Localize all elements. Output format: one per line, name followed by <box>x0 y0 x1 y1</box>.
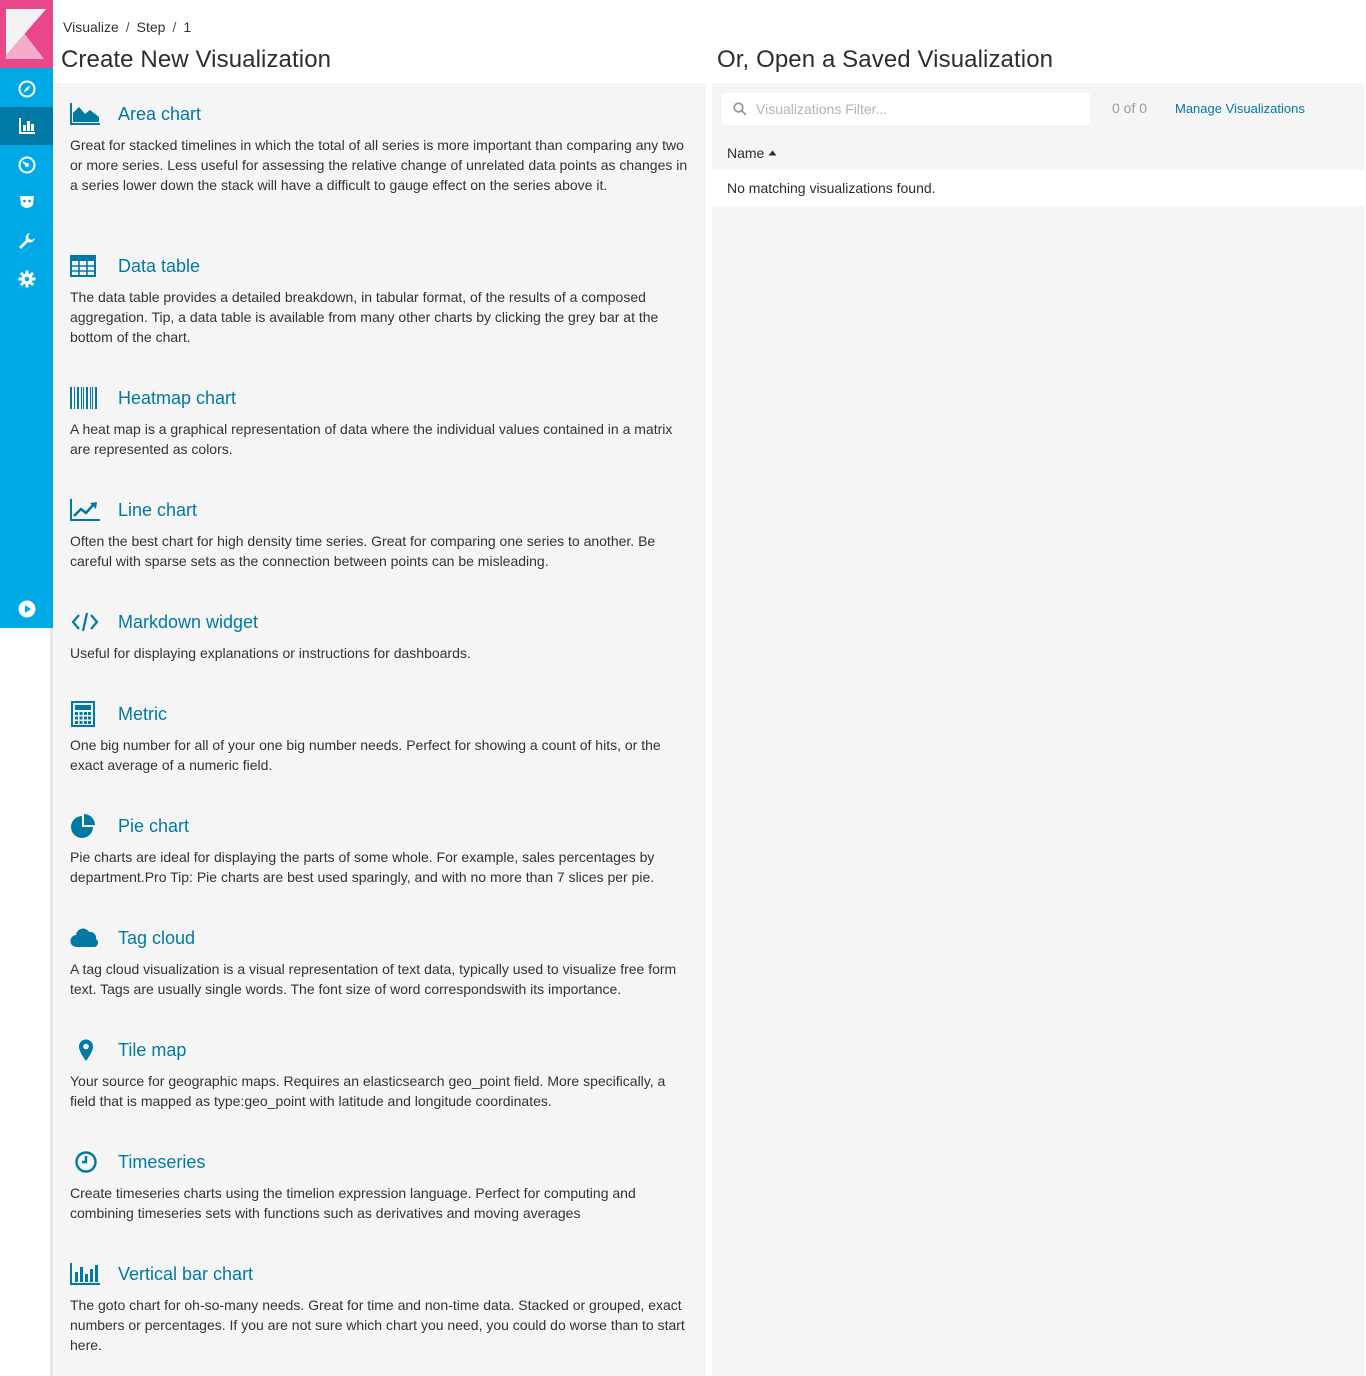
vis-type-title[interactable] <box>70 1259 700 1289</box>
table-icon <box>70 253 102 279</box>
saved-visualizations-panel <box>712 83 1364 1376</box>
manage-visualizations-link[interactable]: Manage Visualizations <box>1175 101 1305 116</box>
vis-type-description: A heat map is a graphical representation of data where the individual values contained in a matrix are represented as colors. <box>70 421 673 457</box>
vis-type-title[interactable] <box>70 811 700 841</box>
sidebar <box>0 0 53 628</box>
open-heading: Or, Open a Saved Visualization <box>717 46 1054 73</box>
vis-type-name[interactable]: Data table <box>118 255 201 276</box>
vis-type-name[interactable]: Markdown widget <box>118 611 259 632</box>
vis-type-description: The data table provides a detailed breakdown, in tabular format, of the results of a composed aggregation. Tip, a data table is available from many other charts by clicking the grey bar at the bottom of the chart. <box>70 289 659 345</box>
vis-type-name[interactable]: Pie chart <box>118 815 190 836</box>
vis-type-title[interactable] <box>70 607 700 637</box>
vis-type-name[interactable]: Line chart <box>118 499 198 520</box>
vis-type-description: One big number for all of your one big number needs. Perfect for showing a count of hits, or the exact average of a numeric field. <box>70 737 661 773</box>
nav-collapse[interactable] <box>0 590 53 628</box>
nav-management[interactable] <box>0 260 53 298</box>
vis-type-heatmap-chart[interactable] <box>70 383 700 459</box>
gear-icon <box>18 270 36 288</box>
kibana-logo[interactable] <box>0 0 53 68</box>
vis-type-description: Useful for displaying explanations or instructions for dashboards. <box>70 645 471 661</box>
breadcrumb <box>63 19 191 35</box>
nav-visualize[interactable] <box>0 107 53 145</box>
vis-type-title[interactable] <box>70 1147 700 1177</box>
vis-type-tile-map[interactable] <box>70 1035 700 1111</box>
filter-box[interactable] <box>722 93 1090 125</box>
vis-type-description: A tag cloud visualization is a visual representation of text data, typically used to visualize free form text. Tags are usually single words. The font size of word correspondswith its importance. <box>70 961 677 997</box>
breadcrumb-visualize[interactable]: Visualize <box>63 19 119 35</box>
vis-type-description: Often the best chart for high density time series. Great for comparing one series to another. Be careful with sparse sets as the connection between points can be misleading. <box>70 533 656 569</box>
area-chart-icon <box>70 101 102 127</box>
vis-type-tag-cloud[interactable] <box>70 923 700 999</box>
vis-type-title[interactable] <box>70 1035 700 1065</box>
vis-type-vertical-bar-chart[interactable] <box>70 1259 700 1355</box>
gauge-icon <box>18 156 36 174</box>
breadcrumb-separator: / <box>125 19 130 35</box>
clock-icon <box>70 1149 102 1175</box>
vis-type-title[interactable] <box>70 699 700 729</box>
visualization-type-list <box>53 83 706 1376</box>
calculator-icon <box>70 701 102 727</box>
map-marker-icon <box>70 1037 102 1063</box>
compass-icon <box>18 80 36 98</box>
breadcrumb-step: Step <box>136 19 166 35</box>
vis-type-pie-chart[interactable] <box>70 811 700 887</box>
nav-dashboard[interactable] <box>0 146 53 184</box>
wrench-icon <box>18 232 36 250</box>
vis-type-markdown-widget[interactable] <box>70 607 700 663</box>
vis-type-description: Great for stacked timelines in which the total of all series is more important than comparing any two or more series. Less useful for assessing the relative change of unrelated data points as changes in a series lower down the stack will have a difficult to gauge effect on the series above it. <box>70 137 688 193</box>
vis-type-name[interactable]: Area chart <box>118 103 202 124</box>
timelion-icon <box>18 195 36 211</box>
vis-type-metric[interactable] <box>70 699 700 775</box>
play-circle-icon <box>18 600 36 618</box>
search-icon <box>733 102 747 116</box>
cloud-icon <box>70 925 102 951</box>
vis-type-title[interactable] <box>70 99 700 129</box>
vis-type-name[interactable]: Tile map <box>118 1039 187 1060</box>
nav-discover[interactable] <box>0 70 53 108</box>
vis-type-name[interactable]: Metric <box>118 703 167 724</box>
column-header-label: Name <box>727 145 765 161</box>
result-count: 0 of 0 <box>1112 100 1148 116</box>
vis-type-name[interactable]: Vertical bar chart <box>118 1263 254 1284</box>
pie-chart-icon <box>70 813 102 839</box>
breadcrumb-step-number: 1 <box>183 19 192 35</box>
vis-type-title[interactable] <box>70 251 700 281</box>
vis-type-timeseries[interactable] <box>70 1147 700 1223</box>
vis-type-title[interactable] <box>70 383 700 413</box>
breadcrumb-separator: / <box>172 19 177 35</box>
vis-type-description: The goto chart for oh-so-many needs. Great for time and non-time data. Stacked or grouped, exact numbers or percentages. If you are not sure which chart you need, you could do worse than to start here. <box>70 1297 685 1353</box>
empty-result-row <box>712 170 1364 206</box>
vis-type-name[interactable]: Timeseries <box>118 1151 206 1172</box>
visualizations-filter-input[interactable] <box>756 101 1076 117</box>
vis-type-name[interactable]: Heatmap chart <box>118 387 237 408</box>
barcode-icon <box>70 385 102 411</box>
empty-message: No matching visualizations found. <box>727 180 936 196</box>
vis-type-line-chart[interactable] <box>70 495 700 571</box>
vis-type-description: Pie charts are ideal for displaying the parts of some whole. For example, sales percentages by department.Pro Tip: Pie charts are best used sparingly, and with no more than 7 slices per pie. <box>70 849 655 885</box>
vis-type-title[interactable] <box>70 495 700 525</box>
create-heading: Create New Visualization <box>61 46 332 73</box>
kibana-logo-icon <box>6 9 46 59</box>
bar-chart-icon <box>70 1261 102 1287</box>
code-icon <box>70 609 102 635</box>
line-chart-icon <box>70 497 102 523</box>
nav-timelion[interactable] <box>0 184 53 222</box>
nav-dev-tools[interactable] <box>0 222 53 260</box>
sort-ascending-icon <box>768 150 777 156</box>
vis-type-title[interactable] <box>70 923 700 953</box>
vis-type-description: Your source for geographic maps. Requires an elasticsearch geo_point field. More specifically, a field that is mapped as type:geo_point with latitude and longitude coordinates. <box>70 1073 666 1109</box>
column-header-name[interactable] <box>727 145 777 161</box>
vis-type-name[interactable]: Tag cloud <box>118 927 196 948</box>
vis-type-data-table[interactable] <box>70 251 700 347</box>
vis-type-area-chart[interactable] <box>70 99 700 195</box>
vis-type-description: Create timeseries charts using the timelion expression language. Perfect for computing and combining timeseries sets with functions such as derivatives and moving averages <box>70 1185 636 1221</box>
bar-chart-icon <box>18 117 36 135</box>
